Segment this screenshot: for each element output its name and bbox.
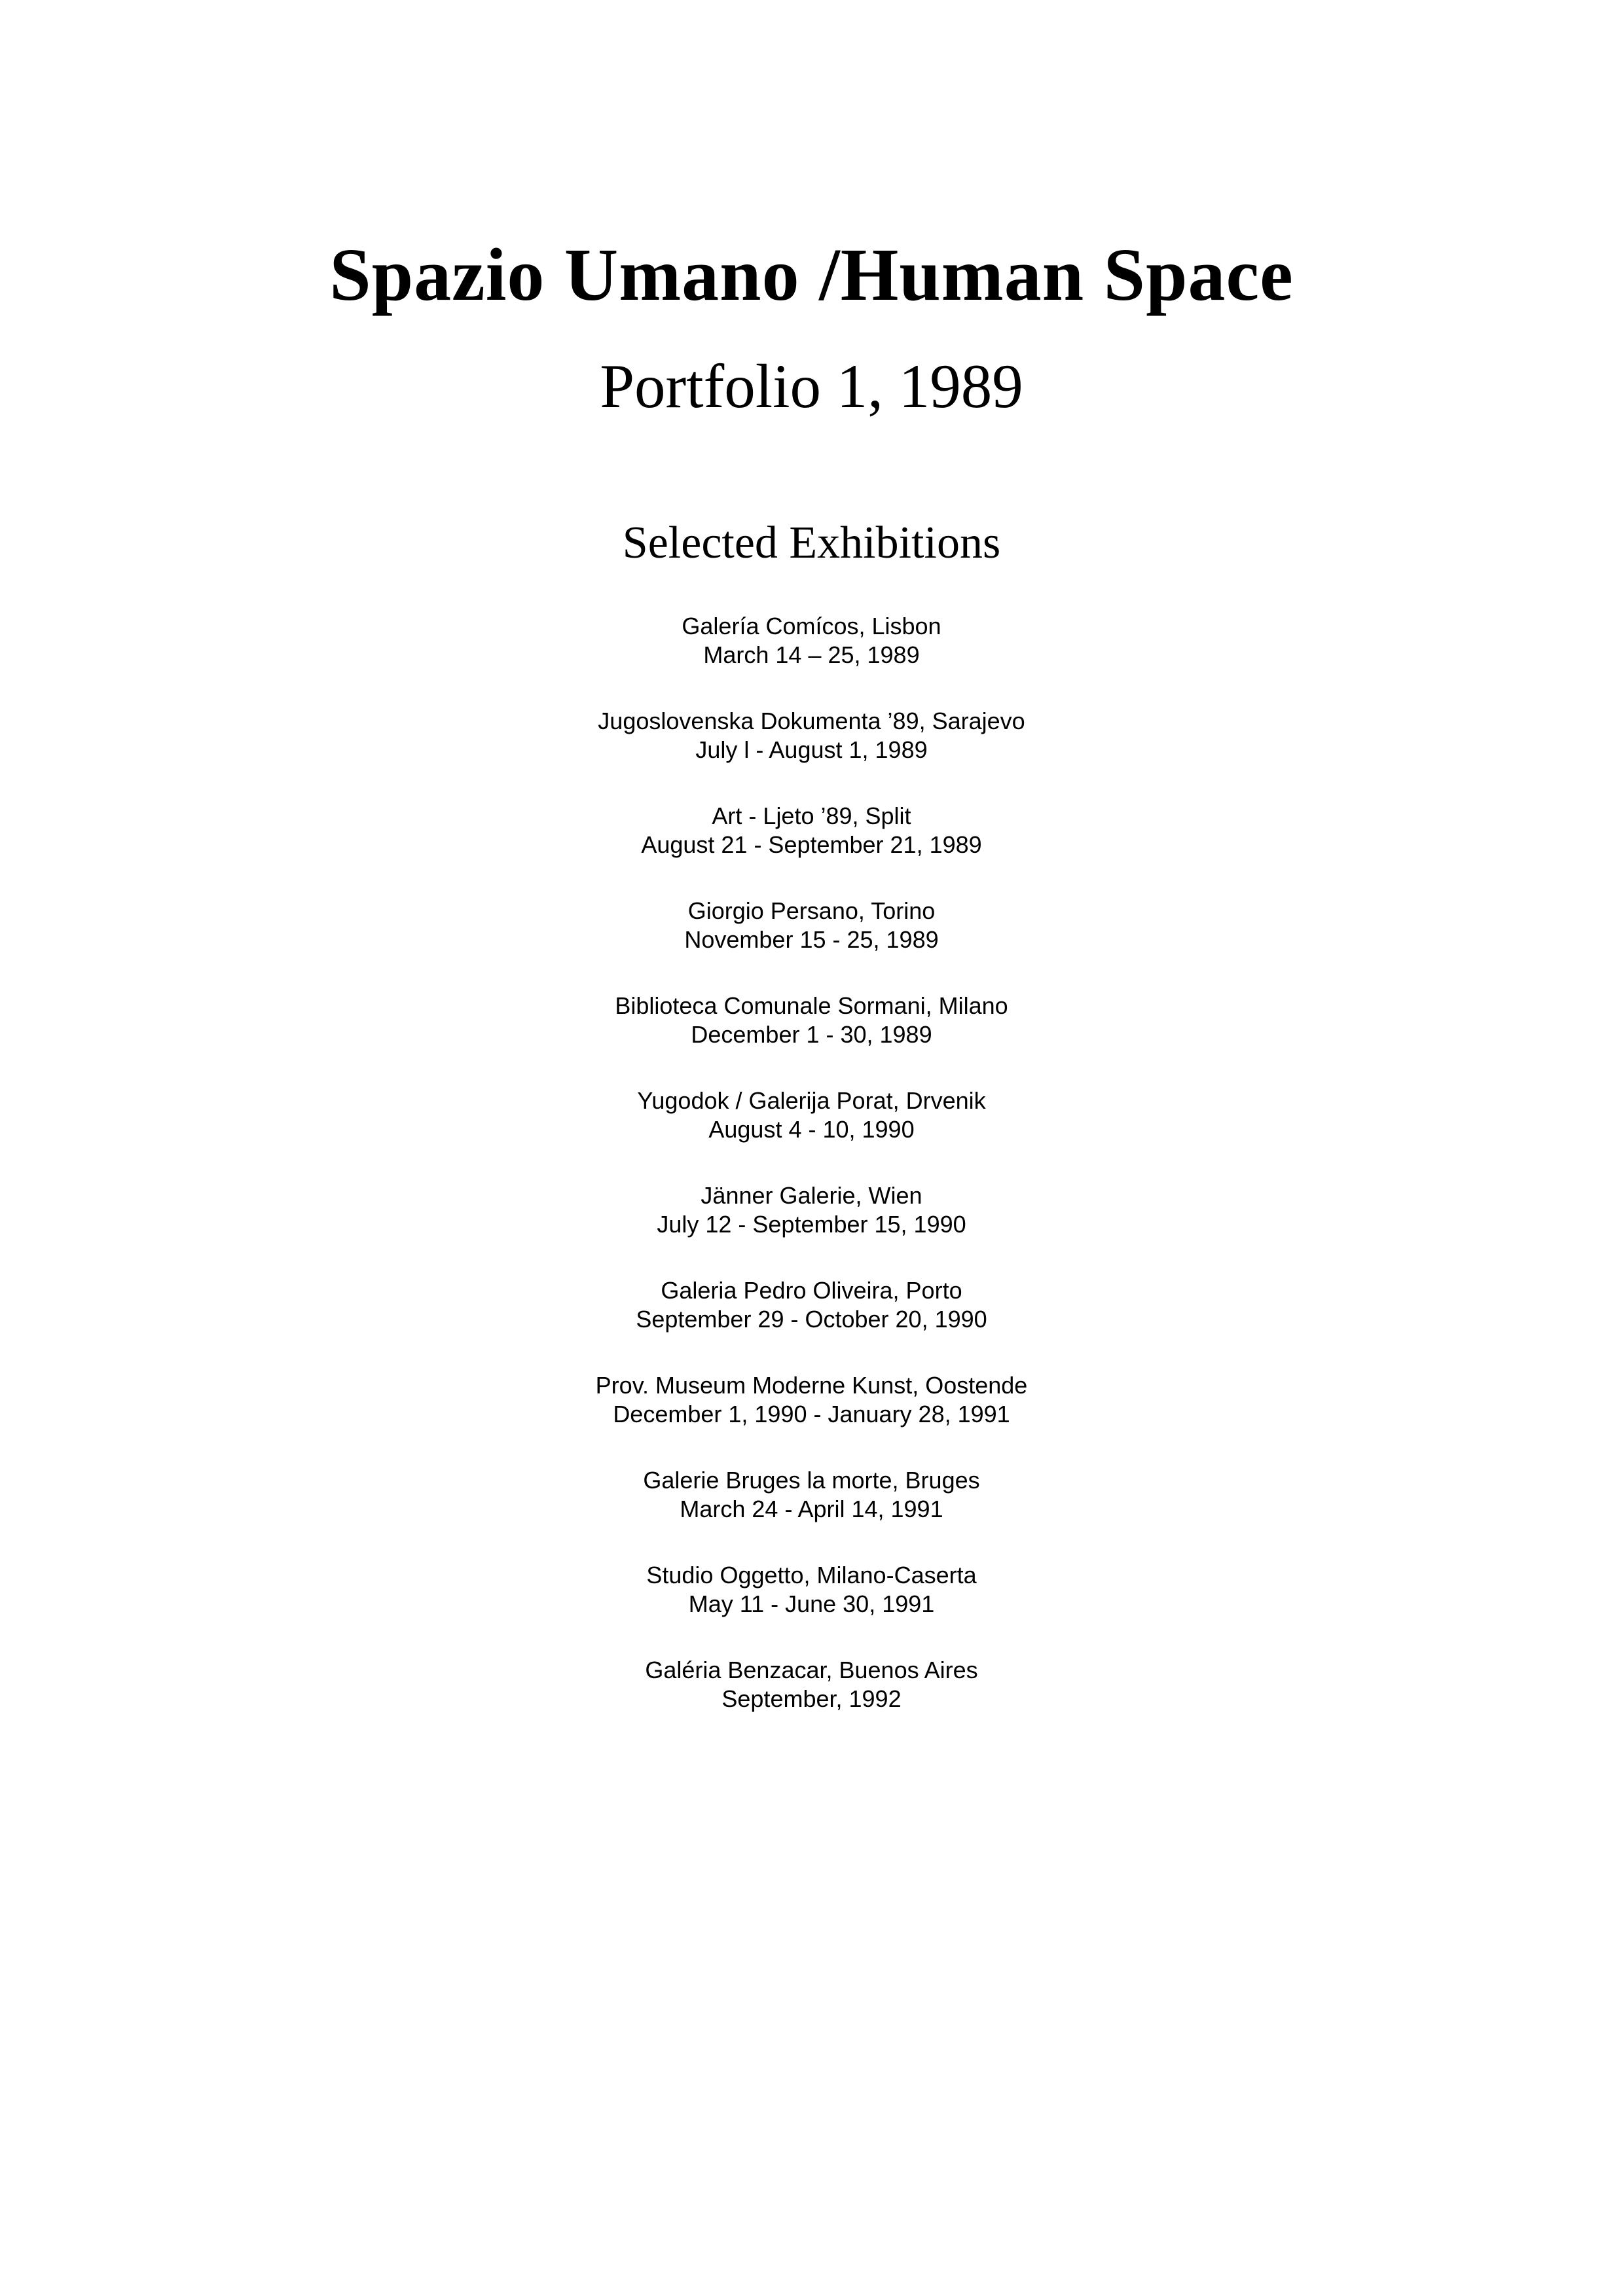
exhibition-dates: March 24 - April 14, 1991: [680, 1496, 943, 1522]
exhibition-dates: November 15 - 25, 1989: [684, 926, 939, 953]
exhibition-dates: July l - August 1, 1989: [695, 736, 928, 763]
exhibition-item: [0, 1181, 1623, 1276]
exhibition-item: [0, 612, 1623, 707]
exhibition-dates: December 1 - 30, 1989: [691, 1021, 932, 1048]
exhibition-item: [0, 802, 1623, 897]
exhibition-item: [0, 707, 1623, 802]
exhibition-venue: Giorgio Persano, Torino: [687, 897, 936, 924]
exhibition-item: [0, 1371, 1623, 1466]
exhibition-item: [0, 1466, 1623, 1561]
exhibition-venue: Art - Ljeto ’89, Split: [712, 802, 911, 829]
exhibition-venue: Yugodok / Galerija Porat, Drvenik: [637, 1087, 986, 1114]
document-title: Spazio Umano /Human Space: [329, 233, 1294, 316]
exhibition-item: [0, 1656, 1623, 1751]
exhibition-dates: July 12 - September 15, 1990: [657, 1211, 966, 1238]
exhibition-venue: Galerie Bruges la morte, Bruges: [643, 1467, 980, 1494]
exhibition-venue: Galéria Benzacar, Buenos Aires: [645, 1657, 978, 1683]
exhibition-list: [0, 612, 1623, 1751]
exhibition-venue: Biblioteca Comunale Sormani, Milano: [615, 992, 1008, 1019]
exhibition-dates: May 11 - June 30, 1991: [688, 1590, 935, 1617]
exhibition-dates: December 1, 1990 - January 28, 1991: [613, 1401, 1010, 1427]
exhibition-venue: Studio Oggetto, Milano-Caserta: [646, 1562, 977, 1588]
exhibition-item: [0, 1561, 1623, 1656]
exhibition-dates: September 29 - October 20, 1990: [636, 1306, 987, 1333]
exhibition-item: [0, 1276, 1623, 1371]
exhibition-venue: Jänner Galerie, Wien: [701, 1182, 922, 1209]
exhibition-item: [0, 897, 1623, 992]
exhibition-venue: Prov. Museum Moderne Kunst, Oostende: [595, 1372, 1028, 1399]
exhibition-dates: September, 1992: [721, 1685, 902, 1712]
section-heading: Selected Exhibitions: [622, 518, 1001, 568]
exhibition-item: [0, 1086, 1623, 1181]
exhibition-venue: Galeria Pedro Oliveira, Porto: [661, 1277, 962, 1304]
exhibition-dates: August 21 - September 21, 1989: [641, 831, 982, 858]
exhibition-item: [0, 992, 1623, 1086]
exhibition-venue: Galería Comícos, Lisbon: [682, 613, 941, 639]
exhibition-venue: Jugoslovenska Dokumenta ’89, Sarajevo: [598, 708, 1025, 734]
exhibition-dates: March 14 – 25, 1989: [703, 641, 920, 668]
document-subtitle: Portfolio 1, 1989: [600, 351, 1023, 421]
exhibition-dates: August 4 - 10, 1990: [708, 1116, 915, 1143]
